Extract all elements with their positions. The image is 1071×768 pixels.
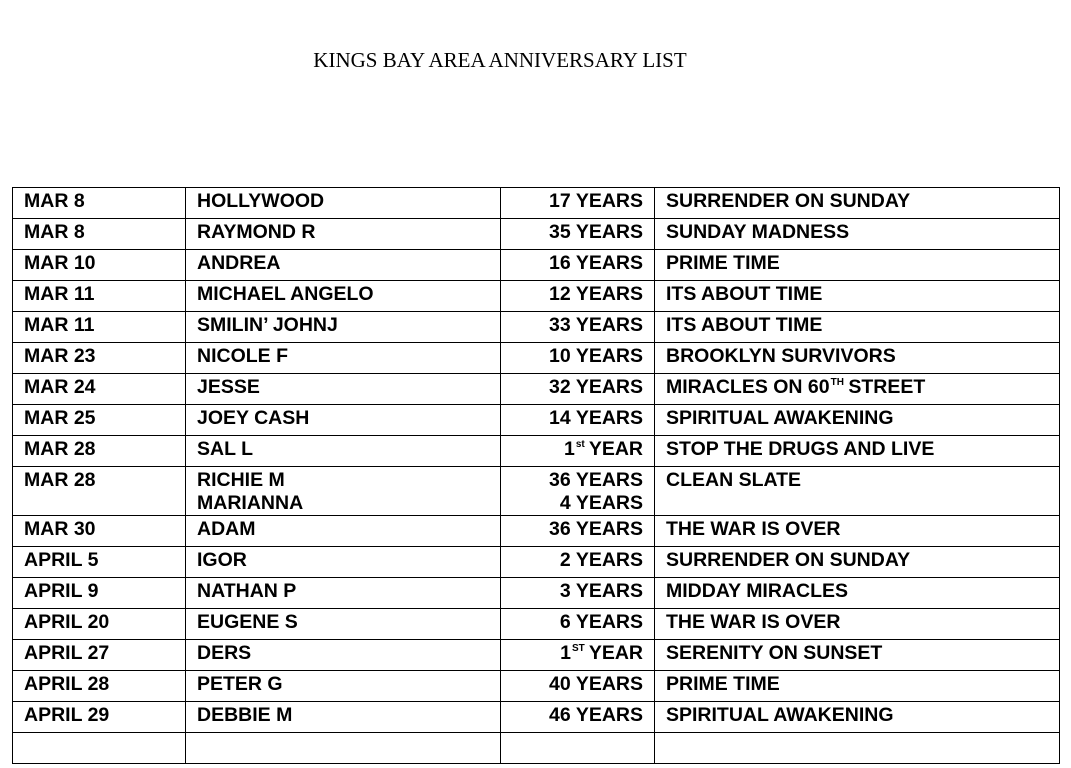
- name-cell: [186, 671, 501, 702]
- group-name: SERENITY ON SUNSET: [666, 642, 883, 664]
- table-row: [13, 250, 1060, 281]
- date-cell: MAR 28: [13, 467, 186, 516]
- member-name: ADAM: [197, 518, 256, 540]
- member-name: NATHAN P: [197, 580, 297, 602]
- table-row: [13, 733, 1060, 764]
- name-cell: [186, 733, 501, 764]
- years-unit: YEARS: [570, 283, 643, 305]
- years-unit: YEARS: [570, 190, 643, 212]
- years-cell: [501, 436, 655, 467]
- member-name: ANDREA: [197, 252, 281, 274]
- group-name: SPIRITUAL AWAKENING: [666, 407, 894, 429]
- group-name: ITS ABOUT TIME: [666, 283, 823, 305]
- name-cell: [186, 516, 501, 547]
- table-row: [13, 609, 1060, 640]
- member-name: SMILIN’ JOHNJ: [197, 314, 338, 336]
- anniversary-table: [12, 187, 1060, 764]
- date-cell: MAR 8: [13, 219, 186, 250]
- years-number: 2: [559, 549, 571, 571]
- group-cell: [655, 733, 1060, 764]
- name-cell: [186, 467, 501, 516]
- page-title: KINGS BAY AREA ANNIVERSARY LIST: [313, 48, 687, 72]
- years-unit: YEARS: [570, 673, 643, 695]
- years-value: [512, 580, 643, 603]
- table-row: [13, 467, 1060, 516]
- group-cell: [655, 516, 1060, 547]
- years-value: [512, 469, 643, 492]
- group-name: SUNDAY MADNESS: [666, 221, 850, 243]
- table-row: [13, 405, 1060, 436]
- group-cell: [655, 702, 1060, 733]
- member-name: JESSE: [197, 376, 260, 398]
- group-cell: [655, 405, 1060, 436]
- member-name: EUGENE S: [197, 611, 298, 633]
- years-number: 12: [549, 283, 571, 305]
- table-row: [13, 578, 1060, 609]
- group-cell: [655, 609, 1060, 640]
- date-cell: MAR 28: [13, 436, 186, 467]
- group-name: ITS ABOUT TIME: [666, 314, 823, 336]
- years-number: 16: [549, 252, 571, 274]
- years-unit: YEARS: [570, 407, 643, 429]
- group-name: PRIME TIME: [666, 252, 780, 274]
- years-cell: [501, 188, 655, 219]
- group-name: PRIME TIME: [666, 673, 780, 695]
- name-cell: [186, 219, 501, 250]
- years-value: [512, 407, 643, 430]
- name-cell: [186, 436, 501, 467]
- member-name: NICOLE F: [197, 345, 288, 367]
- member-name: IGOR: [197, 549, 247, 571]
- years-number: 32: [549, 376, 571, 398]
- date-cell: MAR 30: [13, 516, 186, 547]
- years-unit: YEARS: [570, 580, 643, 602]
- date-cell: APRIL 28: [13, 671, 186, 702]
- years-number: 40: [549, 673, 571, 695]
- years-cell: [501, 374, 655, 405]
- years-cell: [501, 219, 655, 250]
- years-cell: [501, 733, 655, 764]
- years-number: 14: [549, 407, 571, 429]
- date-cell: [13, 733, 186, 764]
- group-name: THE WAR IS OVER: [666, 611, 841, 633]
- member-name: SAL L: [197, 438, 253, 460]
- date-cell: MAR 8: [13, 188, 186, 219]
- years-number: 36: [549, 518, 571, 540]
- table-row: [13, 188, 1060, 219]
- table-row: [13, 671, 1060, 702]
- date-cell: MAR 25: [13, 405, 186, 436]
- ordinal-suffix: ST: [571, 643, 585, 654]
- group-name: MIRACLES ON 60: [666, 376, 830, 398]
- group-cell: [655, 547, 1060, 578]
- years-cell: [501, 640, 655, 671]
- years-number: 10: [549, 345, 571, 367]
- years-value: [512, 492, 643, 515]
- group-cell: [655, 640, 1060, 671]
- group-cell: [655, 188, 1060, 219]
- years-cell: [501, 609, 655, 640]
- group-cell: [655, 671, 1060, 702]
- name-cell: [186, 281, 501, 312]
- years-number: 1: [560, 642, 571, 664]
- name-cell: [186, 188, 501, 219]
- years-unit: YEARS: [570, 704, 643, 726]
- years-cell: [501, 343, 655, 374]
- date-cell: APRIL 5: [13, 547, 186, 578]
- group-cell: [655, 467, 1060, 516]
- years-cell: [501, 312, 655, 343]
- years-value: [512, 252, 643, 275]
- years-value: [512, 283, 643, 306]
- table-row: [13, 702, 1060, 733]
- years-number: 17: [549, 190, 571, 212]
- years-value: [512, 376, 643, 399]
- name-cell: [186, 374, 501, 405]
- name-cell: [186, 312, 501, 343]
- member-name: DERS: [197, 642, 252, 664]
- name-cell: [186, 640, 501, 671]
- years-value: [512, 190, 643, 213]
- years-cell: [501, 405, 655, 436]
- name-cell: [186, 702, 501, 733]
- date-cell: MAR 10: [13, 250, 186, 281]
- years-unit: YEARS: [570, 345, 643, 367]
- member-name: HOLLYWOOD: [197, 190, 325, 212]
- years-value: [512, 314, 643, 337]
- group-cell: [655, 578, 1060, 609]
- years-cell: [501, 516, 655, 547]
- years-cell: [501, 467, 655, 516]
- member-name: RICHIE M: [197, 469, 285, 491]
- group-name: SURRENDER ON SUNDAY: [666, 549, 911, 571]
- years-unit: YEAR: [583, 438, 643, 460]
- name-cell: [186, 405, 501, 436]
- table-row: [13, 516, 1060, 547]
- years-cell: [501, 547, 655, 578]
- group-name: MIDDAY MIRACLES: [666, 580, 849, 602]
- name-cell: [186, 578, 501, 609]
- years-number: 46: [549, 704, 571, 726]
- date-cell: APRIL 20: [13, 609, 186, 640]
- table-row: [13, 436, 1060, 467]
- years-number: 3: [559, 580, 571, 602]
- years-unit: YEARS: [570, 518, 643, 540]
- date-cell: APRIL 9: [13, 578, 186, 609]
- table-row: [13, 219, 1060, 250]
- name-cell: [186, 547, 501, 578]
- group-cell: [655, 343, 1060, 374]
- group-name: STOP THE DRUGS AND LIVE: [666, 438, 935, 460]
- group-name: BROOKLYN SURVIVORS: [666, 345, 896, 367]
- years-cell: [501, 702, 655, 733]
- years-unit: YEARS: [570, 376, 643, 398]
- date-cell: APRIL 27: [13, 640, 186, 671]
- member-name: RAYMOND R: [197, 221, 316, 243]
- member-name: JOEY CASH: [197, 407, 310, 429]
- years-unit: YEARS: [570, 469, 643, 491]
- years-number: 35: [549, 221, 571, 243]
- years-unit: YEARS: [570, 549, 643, 571]
- years-value: [512, 549, 643, 572]
- member-name: DEBBIE M: [197, 704, 293, 726]
- group-name: SPIRITUAL AWAKENING: [666, 704, 894, 726]
- ordinal-suffix: TH: [830, 377, 844, 388]
- member-name: MICHAEL ANGELO: [197, 283, 374, 305]
- member-name: MARIANNA: [197, 492, 304, 514]
- name-cell: [186, 343, 501, 374]
- table-row: [13, 281, 1060, 312]
- name-cell: [186, 609, 501, 640]
- years-cell: [501, 281, 655, 312]
- table-row: [13, 547, 1060, 578]
- years-unit: YEARS: [570, 611, 643, 633]
- group-cell: [655, 250, 1060, 281]
- years-cell: [501, 578, 655, 609]
- years-value: [512, 518, 643, 541]
- name-cell: [186, 250, 501, 281]
- member-name: PETER G: [197, 673, 283, 695]
- group-cell: [655, 312, 1060, 343]
- group-name: THE WAR IS OVER: [666, 518, 841, 540]
- years-value: [512, 704, 643, 727]
- years-number: 33: [549, 314, 571, 336]
- years-value: [512, 611, 643, 634]
- years-value: [512, 345, 643, 368]
- table-row: [13, 343, 1060, 374]
- date-cell: APRIL 29: [13, 702, 186, 733]
- anniversary-table-body: [13, 188, 1060, 764]
- group-cell: [655, 436, 1060, 467]
- date-cell: MAR 23: [13, 343, 186, 374]
- date-cell: MAR 11: [13, 312, 186, 343]
- years-cell: [501, 671, 655, 702]
- group-cell: [655, 219, 1060, 250]
- date-cell: MAR 24: [13, 374, 186, 405]
- group-cell: [655, 374, 1060, 405]
- years-number: 36: [549, 469, 571, 491]
- years-unit: YEARS: [570, 221, 643, 243]
- years-value: [512, 673, 643, 696]
- table-row: [13, 374, 1060, 405]
- ordinal-suffix: st: [575, 439, 585, 450]
- years-unit: YEARS: [570, 252, 643, 274]
- group-name: CLEAN SLATE: [666, 469, 802, 491]
- years-unit: YEARS: [570, 492, 643, 514]
- date-cell: MAR 11: [13, 281, 186, 312]
- years-value: [512, 438, 643, 461]
- years-unit: YEARS: [570, 314, 643, 336]
- group-name-tail: STREET: [842, 376, 926, 398]
- years-number: 6: [559, 611, 571, 633]
- table-row: [13, 312, 1060, 343]
- years-unit: YEAR: [583, 642, 643, 664]
- years-value: [512, 221, 643, 244]
- years-number: 4: [559, 492, 571, 514]
- table-row: [13, 640, 1060, 671]
- group-cell: [655, 281, 1060, 312]
- years-cell: [501, 250, 655, 281]
- years-number: 1: [563, 438, 575, 460]
- group-name: SURRENDER ON SUNDAY: [666, 190, 911, 212]
- years-value: [512, 642, 643, 665]
